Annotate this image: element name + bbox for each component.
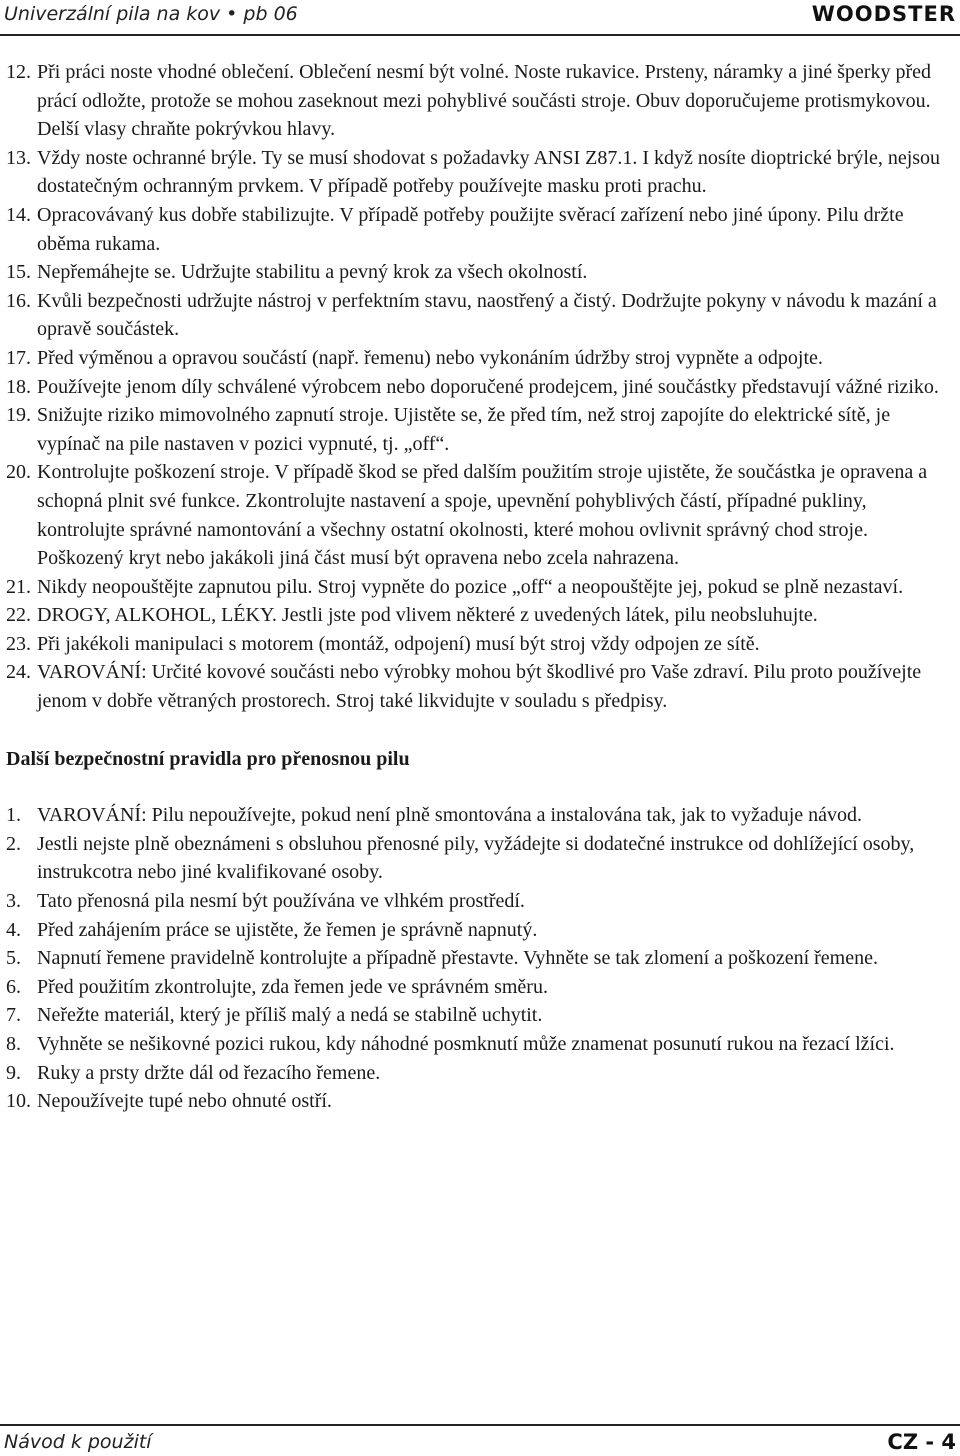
list-item [6, 887, 956, 916]
item-text: Tato přenosná pila nesmí být používána ve vlhkém prostředí. [37, 890, 525, 913]
footer-divider [0, 1424, 960, 1426]
section-heading: Další bezpečnostní pravidla pro přenosnou pilu [6, 747, 410, 770]
item-text: Používejte jenom díly schválené výrobcem nebo doporučené prodejcem, jiné součástky představují vážné riziko. [37, 375, 939, 398]
item-text: Vždy noste ochranné brýle. Ty se musí shodovat s požadavky ANSI Z87.1. I když nosíte dioptrické brýle, nejsou dostatečným ochranným prvkem. V případě potřeby používejte masku proti prachu. [37, 146, 941, 198]
item-number: 19. [6, 404, 31, 427]
list-item [6, 58, 956, 144]
list-item [6, 344, 956, 373]
list-item [6, 258, 956, 287]
list-item [6, 658, 956, 715]
list-item [6, 573, 956, 602]
item-number: 4. [6, 918, 21, 941]
item-text: Nepřemáhejte se. Udržujte stabilitu a pevný krok za všech okolností. [37, 261, 588, 284]
item-number: 22. [6, 604, 31, 627]
header-divider [0, 34, 960, 36]
list-item [6, 401, 956, 458]
item-text: Napnutí řemene pravidelně kontrolujte a případně přestavte. Vyhněte se tak zlomení a poškození řemene. [37, 947, 878, 970]
item-number: 13. [6, 146, 31, 169]
brand-logo: WOODSTER [811, 2, 956, 26]
item-text: Kvůli bezpečnosti udržujte nástroj v perfektním stavu, naostřený a čistý. Dodržujte pokyny v návodu k mazání a opravě součástek. [37, 289, 937, 341]
item-number: 18. [6, 375, 31, 398]
list-item [6, 916, 956, 945]
item-text: DROGY, ALKOHOL, LÉKY. Jestli jste pod vlivem některé z uvedených látek, pilu neobsluhujte. [37, 604, 818, 627]
list-item [6, 458, 956, 572]
item-number: 21. [6, 575, 31, 598]
list-item [6, 1030, 956, 1059]
item-text: Kontrolujte poškození stroje. V případě škod se před dalším použitím stroje ujistěte, že součástka je opravena a schopná plnit své funkce. Zkontrolujte nastavení a spoje, upevnění pohyblivých částí, případné pukliny, kontrolujte správné namontování a všechny ostatní okolnosti, které mohou ovlivnit správný chod stroje. Poškozený kryt nebo jakákoli jiná část musí být opravena nebo zcela nahrazena. [37, 461, 928, 570]
item-text: Nikdy neopouštějte zapnutou pilu. Stroj vypněte do pozice „off“ a neopouštějte jej, pokud se plně nezastaví. [37, 575, 904, 598]
item-text: Opracovávaný kus dobře stabilizujte. V případě potřeby použijte svěrací zařízení nebo jiné úpony. Pilu držte oběma rukama. [37, 203, 904, 255]
item-number: 14. [6, 203, 31, 226]
item-number: 16. [6, 289, 31, 312]
item-number: 10. [6, 1090, 31, 1113]
item-text: Ruky a prsty držte dál od řezacího řemene. [37, 1061, 381, 1084]
item-number: 1. [6, 804, 21, 827]
item-text: Při práci noste vhodné oblečení. Oblečení nesmí být volné. Noste rukavice. Prsteny, náramky a jiné šperky před prácí odložte, protože se mohou zaseknout mezi pohyblivé součásti stroje. Obuv doporučujeme protismykovou. Delší vlasy chraňte pokrývkou hlavy. [37, 61, 932, 141]
list-item [6, 201, 956, 258]
item-text: Nepoužívejte tupé nebo ohnuté ostří. [37, 1090, 332, 1113]
page-number: CZ - 4 [887, 1430, 956, 1454]
list-item [6, 1087, 956, 1116]
portable-saw-list [6, 801, 956, 1116]
page-header [0, 0, 960, 34]
safety-list [6, 58, 956, 716]
list-item [6, 801, 956, 830]
item-number: 23. [6, 632, 31, 655]
item-number: 20. [6, 461, 31, 484]
list-item [6, 944, 956, 973]
list-item [6, 601, 956, 630]
item-text: Vyhněte se nešikovné pozici rukou, kdy náhodné posmknutí může znamenat posunutí rukou na řezací lžíci. [37, 1033, 895, 1055]
document-title: Univerzální pila na kov • pb 06 [4, 3, 298, 25]
list-item [6, 287, 956, 344]
list-item [6, 373, 956, 402]
list-item [6, 973, 956, 1002]
list-item [6, 630, 956, 659]
page-footer [0, 1428, 960, 1456]
item-text: VAROVÁNÍ: Pilu nepoužívejte, pokud není plně smontována a instalována tak, jak to vyžaduje návod. [37, 804, 863, 827]
item-text: Snižujte riziko mimovolného zapnutí stroje. Ujistěte se, že před tím, než stroj zapojíte do elektrické sítě, je vypínač na pile nastaven v pozici vypnuté, tj. „off“. [37, 404, 891, 455]
list-item [6, 144, 956, 201]
item-text: Před výměnou a opravou součástí (např. řemenu) nebo vykonáním údržby stroj vypněte a odpojte. [37, 346, 823, 369]
item-number: 12. [6, 61, 31, 83]
item-number: 9. [6, 1061, 21, 1084]
item-text: Při jakékoli manipulaci s motorem (montáž, odpojení) musí být stroj vždy odpojen ze sítě. [37, 632, 760, 655]
item-text: Před zahájením práce se ujistěte, že řemen je správně napnutý. [37, 918, 538, 941]
item-number: 2. [6, 832, 21, 855]
item-text: Jestli nejste plně obeznámeni s obsluhou přenosné pily, vyžádejte si dodatečné instrukce od dohlížející osoby, instrukcotra nebo jiné kvalifikované osoby. [37, 832, 915, 884]
item-text: VAROVÁNÍ: Určité kovové součásti nebo výrobky mohou být škodlivé pro Vaše zdraví. Pilu proto používejte jenom v dobře větraných prostorech. Stroj také likvidujte v souladu s předpisy. [37, 661, 922, 713]
item-number: 7. [6, 1004, 21, 1027]
page-content [6, 58, 956, 1116]
item-number: 6. [6, 975, 21, 998]
footer-label: Návod k použití [4, 1431, 152, 1453]
item-number: 17. [6, 346, 31, 369]
item-text: Neřežte materiál, který je příliš malý a nedá se stabilně uchytit. [37, 1004, 543, 1027]
list-item [6, 1001, 956, 1030]
list-item [6, 1059, 956, 1088]
list-item [6, 830, 956, 887]
item-number: 24. [6, 661, 31, 684]
item-number: 15. [6, 261, 31, 284]
item-number: 3. [6, 890, 21, 913]
item-number: 5. [6, 947, 21, 970]
item-text: Před použitím zkontrolujte, zda řemen jede ve správném směru. [37, 975, 548, 998]
item-number: 8. [6, 1033, 21, 1055]
